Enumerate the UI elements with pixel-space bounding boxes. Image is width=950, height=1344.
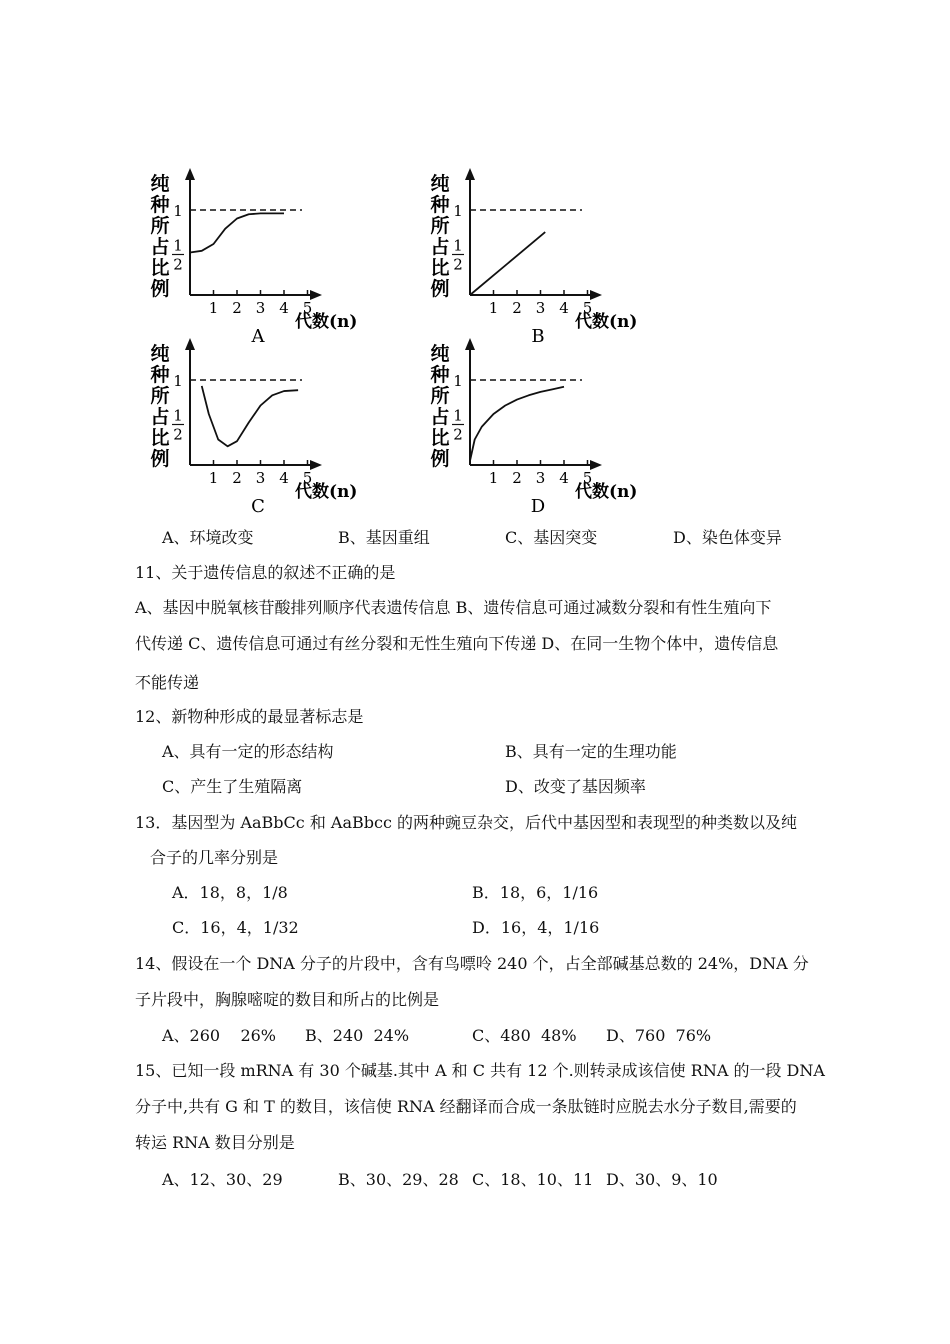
x-tick-label: 4: [279, 299, 289, 317]
q11-stem: 11、关于遗传信息的叙述不正确的是: [135, 563, 396, 582]
panel-label: B: [531, 326, 545, 347]
y-axis-label: 纯种所占比例: [150, 173, 170, 300]
y-tick-label: 1: [453, 202, 463, 220]
y-axis-label: 纯种所占比例: [430, 343, 450, 470]
q15-stem-line-3: 转运 RNA 数目分别是: [135, 1133, 295, 1152]
y-tick-label: 1: [453, 372, 463, 390]
q11-body-line-1: A、基因中脱氧核苷酸排列顺序代表遗传信息 B、遗传信息可通过减数分裂和有性生殖向下: [135, 598, 772, 617]
x-tick-label: 2: [512, 299, 522, 317]
q10-option-d: D、染色体变异: [673, 528, 782, 547]
x-tick-label: 2: [232, 299, 242, 317]
x-tick-label: 5: [302, 469, 313, 487]
series-line: [470, 387, 564, 461]
q15-option-b: B、30、29、28: [338, 1170, 459, 1189]
q14-option-a: A、260 26%: [162, 1026, 277, 1045]
q12-option-c: C、产生了生殖隔离: [162, 777, 303, 796]
q13-stem-line-1: 13．基因型为 AaBbCc 和 AaBbcc 的两种豌豆杂交，后代中基因型和表现型的种类数以及纯: [135, 813, 798, 832]
panel-label: D: [530, 496, 546, 517]
y-tick-label: 1: [173, 372, 183, 390]
x-tick-label: 4: [279, 469, 289, 487]
x-tick-label: 4: [559, 299, 569, 317]
panel-label: C: [251, 496, 265, 517]
q13-stem-line-2: 合子的几率分别是: [150, 848, 279, 867]
x-tick-label: 2: [232, 469, 242, 487]
y-tick-label: 1: [173, 236, 183, 255]
series-line: [202, 386, 298, 446]
panel-label: A: [251, 326, 265, 347]
q13-option-a: A．18，8，1/8: [172, 883, 288, 902]
y-tick-label: 1: [453, 236, 463, 255]
q12-option-b: B、具有一定的生理功能: [505, 742, 677, 761]
x-tick-label: 5: [582, 299, 593, 317]
chart-b: [429, 168, 637, 347]
y-axis-arrow-icon: [185, 168, 195, 180]
x-tick-label: 4: [559, 469, 569, 487]
y-axis-arrow-icon: [185, 338, 195, 350]
q14-stem-line-2: 子片段中，胸腺嘧啶的数目和所占的比例是: [135, 990, 440, 1009]
q11-body-line-3: 不能传递: [135, 673, 200, 692]
x-tick-label: 5: [582, 469, 593, 487]
y-tick-label: 1: [453, 406, 463, 425]
x-tick-label: 3: [535, 299, 546, 317]
x-tick-label: 3: [535, 469, 546, 487]
x-tick-label: 3: [255, 299, 266, 317]
q15-option-d: D、30、9、10: [606, 1170, 718, 1189]
q15-option-a: A、12、30、29: [162, 1170, 283, 1189]
q10-option-b: B、基因重组: [338, 528, 430, 547]
y-axis-arrow-icon: [465, 168, 475, 180]
x-axis-label: 代数(n): [575, 482, 638, 502]
chart-c-svg: [140, 330, 420, 530]
x-tick-label: 5: [302, 299, 313, 317]
q12-option-d: D、改变了基因频率: [505, 777, 646, 796]
q12-stem: 12、新物种形成的最显著标志是: [135, 707, 364, 726]
q10-option-c: C、基因突变: [505, 528, 598, 547]
y-tick-label: 1: [173, 406, 183, 425]
q12-option-a: A、具有一定的形态结构: [162, 742, 334, 761]
q13-option-b: B．18，6，1/16: [472, 883, 599, 902]
q14-option-c: C、480 48%: [472, 1026, 577, 1045]
series-line: [190, 213, 284, 252]
series-line: [470, 232, 545, 295]
q11-body-line-2: 代传递 C、遗传信息可通过有丝分裂和无性生殖向下传递 D、在同一生物个体中，遗传信息: [135, 634, 779, 653]
y-tick-label: 2: [453, 425, 463, 444]
x-axis-label: 代数(n): [575, 312, 638, 332]
x-axis-label: 代数(n): [295, 312, 358, 332]
y-tick-label: 2: [173, 255, 183, 274]
chart-panel-b: [420, 160, 700, 347]
x-axis-label: 代数(n): [295, 482, 358, 502]
chart-d: [429, 338, 637, 517]
x-tick-label: 1: [488, 299, 499, 317]
y-axis-label: 纯种所占比例: [150, 343, 170, 470]
y-tick-label: 2: [173, 425, 183, 444]
chart-panel-a: [140, 160, 420, 347]
q13-option-c: C．16，4，1/32: [172, 918, 299, 937]
chart-panel-d: [420, 330, 700, 517]
y-tick-label: 2: [453, 255, 463, 274]
q15-option-c: C、18、10、11: [472, 1170, 594, 1189]
q13-option-d: D．16，4，1/16: [472, 918, 600, 937]
q14-stem-line-1: 14、假设在一个 DNA 分子的片段中，含有鸟嘌呤 240 个，占全部碱基总数的 24%，DNA 分: [135, 954, 809, 973]
x-tick-label: 1: [488, 469, 499, 487]
q15-stem-line-2: 分子中,共有 G 和 T 的数目，该信使 RNA 经翻译而合成一条肽链时应脱去水分子数目,需要的: [135, 1097, 797, 1116]
x-tick-label: 3: [255, 469, 266, 487]
y-axis-label: 纯种所占比例: [430, 173, 450, 300]
y-axis-arrow-icon: [465, 338, 475, 350]
q14-option-b: B、240 24%: [305, 1026, 410, 1045]
chart-a: [149, 168, 357, 347]
chart-c: [149, 338, 357, 517]
q10-option-a: A、环境改变: [162, 528, 254, 547]
q15-stem-line-1: 15、已知一段 mRNA 有 30 个碱基.其中 A 和 C 共有 12 个.则转录成该信使 RNA 的一段 DNA: [135, 1061, 825, 1080]
x-tick-label: 1: [208, 469, 219, 487]
x-tick-label: 2: [512, 469, 522, 487]
x-tick-label: 1: [208, 299, 219, 317]
y-tick-label: 1: [173, 202, 183, 220]
chart-d-svg: [420, 330, 700, 530]
q14-option-d: D、760 76%: [606, 1026, 712, 1045]
chart-panel-c: [140, 330, 420, 517]
